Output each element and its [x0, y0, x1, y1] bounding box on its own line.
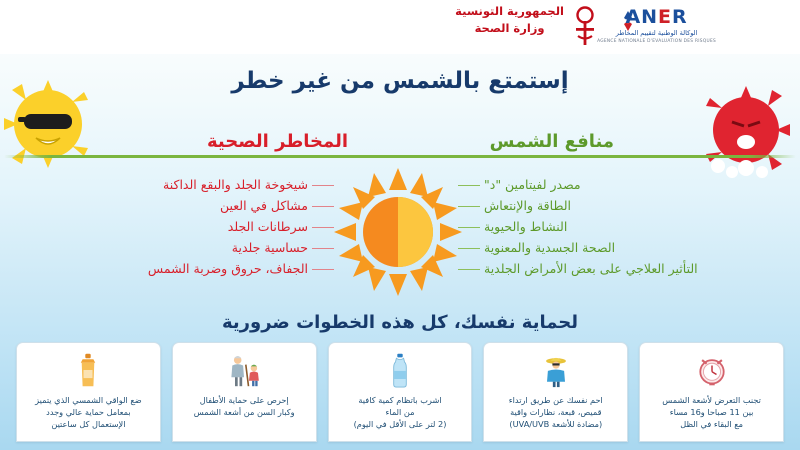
alarm-clock-icon	[694, 350, 730, 390]
agency-word-an: AN	[625, 6, 659, 28]
page-title: إستمتع بالشمس من غير خطر	[231, 68, 569, 94]
agency-subtitle-fr: AGENCE NATIONALE D'EVALUATION DES RISQUES	[597, 39, 716, 44]
sun-icon	[334, 168, 462, 296]
caduceus-icon	[570, 6, 600, 48]
agency-word-r: R	[672, 6, 688, 28]
agency-subtitle-ar: الوكالة الوطنية لتقييم المخاطر	[615, 29, 698, 37]
section-divider	[4, 155, 796, 158]
agency-logo-block	[597, 8, 716, 44]
step-card-text: ضع الواقي الشمسي الذي يتميز بمعامل حماية عالي وجدد الإستعمال كل ساعتين	[35, 395, 142, 429]
risks-list	[14, 174, 334, 279]
header-bar	[0, 0, 800, 54]
benefits-item: الطاقة والإنتعاش	[458, 195, 750, 216]
step-card-text: اشرب باتظام كمية كافية من الماء (2 لتر على الأقل في اليوم)	[353, 395, 447, 429]
republic-label: الجمهورية التونسية	[455, 4, 564, 18]
risks-item: مشاكل في العين	[14, 195, 334, 216]
person-hat-shirt-icon	[538, 350, 574, 390]
step-card-protect-children-elderly	[172, 342, 317, 442]
step-card-text: إحرص على حماية الأطفال وكبار السن من أشعة الشمس	[193, 395, 295, 417]
step-card-text: احم نفسك عن طريق ارتداء قميص، قبعة، نظارات واقية (مضادة للأشعة UVA/UVB)	[508, 395, 603, 429]
risks-item: حساسية جلدية	[14, 237, 334, 258]
steps-card-row	[16, 342, 784, 442]
benefits-item: الصحة الجسدية والمعنوية	[458, 237, 750, 258]
risks-item: الجفاف، حروق وضربة الشمس	[14, 258, 334, 279]
water-bottle-icon	[382, 350, 418, 390]
step-card-apply-sunscreen	[16, 342, 161, 442]
steps-title: لحماية نفسك، كل هذه الخطوات ضرورية	[221, 312, 579, 333]
agency-wordmark	[597, 8, 716, 27]
step-card-wear-protection	[483, 342, 628, 442]
ministry-label: وزارة الصحة	[474, 21, 545, 36]
risks-item: شيخوخة الجلد والبقع الداكنة	[14, 174, 334, 195]
step-card-avoid-midday-sun	[639, 342, 784, 442]
happy-sun-with-sunglasses-icon	[2, 78, 110, 174]
benefits-heading: منافع الشمس	[489, 131, 614, 152]
risks-heading: المخاطر الصحية	[206, 131, 348, 152]
benefits-item: مصدر لفيتامين "د"	[458, 174, 750, 195]
benefits-item: التأثير العلاجي على بعض الأمراض الجلدية	[458, 258, 750, 279]
ministry-text-block	[455, 4, 564, 36]
agency-word-e: E	[658, 6, 673, 28]
elderly-child-icon	[224, 350, 264, 390]
benefits-list	[458, 174, 750, 279]
angry-red-sun-icon	[684, 84, 792, 180]
benefits-item: النشاط والحيوية	[458, 216, 750, 237]
sunscreen-tube-icon	[70, 350, 106, 390]
step-card-text: تجنب التعرض لأشعة الشمس بين 11 صباحا و16 مساء مع البقاء في الظل	[662, 395, 761, 429]
risks-item: سرطانات الجلد	[14, 216, 334, 237]
step-card-drink-water	[328, 342, 473, 442]
